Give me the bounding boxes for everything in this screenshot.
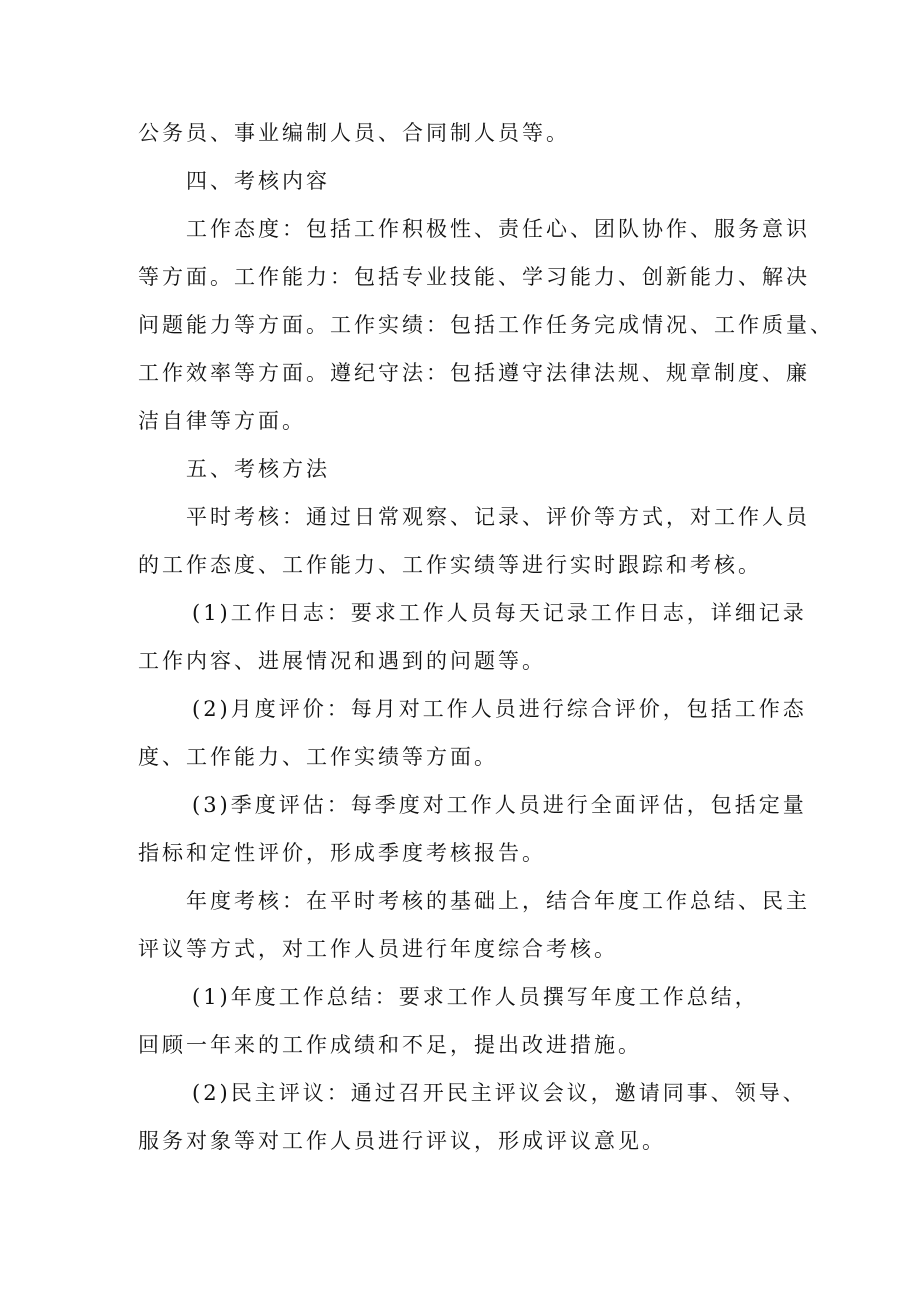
section-heading: 四、考核内容 bbox=[186, 169, 330, 193]
text-line: 服务对象等对工作人员进行评议，形成评议意见。 bbox=[138, 1129, 666, 1153]
text-line: 年度考核：在平时考核的基础上，结合年度工作总结、民主 bbox=[186, 889, 810, 913]
text-line: 洁自律等方面。 bbox=[138, 409, 306, 433]
text-line: 回顾一年来的工作成绩和不足，提出改进措施。 bbox=[138, 1033, 642, 1057]
list-item: (1)年度工作总结：要求工作人员撰写年度工作总结， bbox=[192, 985, 759, 1009]
text-line: 度、工作能力、工作实绩等方面。 bbox=[138, 745, 498, 769]
text-line: 问题能力等方面。工作实绩：包括工作任务完成情况、工作质量、 bbox=[138, 313, 834, 337]
list-item: (3)季度评估：每季度对工作人员进行全面评估，包括定量 bbox=[192, 793, 807, 817]
list-item: (2)民主评议：通过召开民主评议会议，邀请同事、领导、 bbox=[192, 1081, 807, 1105]
text-line: 评议等方式，对工作人员进行年度综合考核。 bbox=[138, 937, 618, 961]
text-line: 的工作态度、工作能力、工作实绩等进行实时跟踪和考核。 bbox=[138, 553, 762, 577]
text-line: 工作内容、进展情况和遇到的问题等。 bbox=[138, 649, 546, 673]
text-line: 公务员、事业编制人员、合同制人员等。 bbox=[138, 121, 570, 145]
text-line: 指标和定性评价，形成季度考核报告。 bbox=[138, 841, 546, 865]
text-line: 工作态度：包括工作积极性、责任心、团队协作、服务意识 bbox=[186, 217, 810, 241]
list-item: (1)工作日志：要求工作人员每天记录工作日志，详细记录 bbox=[192, 601, 807, 625]
section-heading: 五、考核方法 bbox=[186, 457, 330, 481]
text-line: 工作效率等方面。遵纪守法：包括遵守法律法规、规章制度、廉 bbox=[138, 361, 810, 385]
text-line: 平时考核：通过日常观察、记录、评价等方式，对工作人员 bbox=[186, 505, 810, 529]
text-line: 等方面。工作能力：包括专业技能、学习能力、创新能力、解决 bbox=[138, 265, 810, 289]
list-item: (2)月度评价：每月对工作人员进行综合评价，包括工作态 bbox=[192, 697, 807, 721]
